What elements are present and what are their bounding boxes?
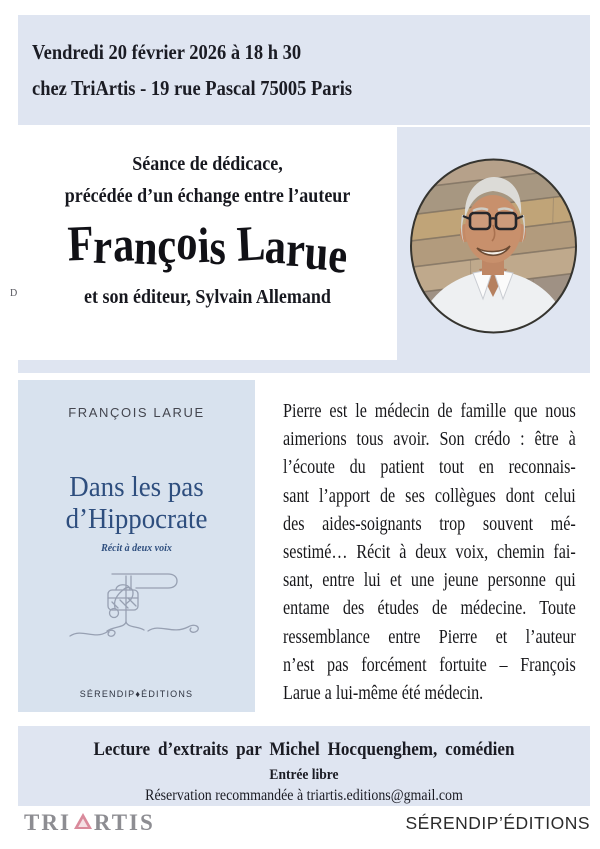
description-line: l’écoute du patient tout en reconnais-	[283, 456, 576, 479]
reservation-line: Réservation recommandée à triartis.editions@gmail.com	[145, 787, 463, 804]
book-subtitle: Récit à deux voix	[101, 543, 172, 554]
author-photo	[409, 157, 578, 335]
event-banner	[18, 15, 590, 125]
signpost-bag-illustration	[18, 560, 255, 647]
book-cover	[18, 380, 255, 712]
reading-banner	[18, 726, 590, 806]
book-description	[283, 397, 576, 707]
author-name-title: François Larue	[66, 213, 350, 285]
book-publisher: SÉRENDIP♦ÉDITIONS	[79, 689, 194, 699]
free-entry-line: Entrée libre	[269, 767, 339, 783]
divider-strip	[18, 360, 590, 373]
description-line: sant l’apport de ses collègues dont celui	[283, 484, 576, 507]
description-line: aimerions tous avoir. Son crédo : être à	[283, 428, 576, 451]
description-line: Pierre est le médecin de famille que nous	[283, 400, 576, 422]
description-line: entame des études de médecine. Toute	[283, 597, 576, 620]
description-line: n’est pas forcément fortuite – François	[283, 653, 576, 676]
book-title	[23, 472, 251, 536]
description-line: sant, entre lui et une jeune personne qui	[283, 569, 576, 592]
announcement-line-1: Séance de dédicace,	[132, 153, 283, 175]
triartis-logo-pre: TRI	[24, 810, 71, 835]
description-line: sestimé… Récit à deux voix, chemin fai-	[283, 541, 576, 564]
description-line: des aides-soignants trop souvent mé-	[283, 512, 576, 535]
serendip-logo: SÉRENDIP’ÉDITIONS	[405, 813, 590, 833]
triartis-logo-post: RTIS	[93, 810, 155, 835]
description-line: Larue a lui-même été médecin.	[283, 682, 484, 705]
announcement-line-2: précédée d’un échange entre l’auteur	[64, 185, 351, 207]
photo-panel	[397, 127, 590, 373]
book-title-line-1: Dans les pas	[69, 472, 204, 503]
reading-line: Lecture d’extraits par Michel Hocquenghem, comédien	[93, 739, 515, 760]
triartis-logo	[24, 810, 155, 836]
announcement-block	[18, 127, 397, 358]
event-date: Vendredi 20 février 2026 à 18 h 30	[32, 40, 302, 64]
stray-margin-mark: D	[10, 288, 18, 299]
description-line: ressemblance entre Pierre et l’auteur	[283, 625, 576, 648]
editor-line: et son éditeur, Sylvain Allemand	[84, 286, 331, 308]
book-cover-author: FRANÇOIS LARUE	[68, 405, 205, 420]
event-location: chez TriArtis - 19 rue Pascal 75005 Paris	[32, 76, 353, 100]
book-title-line-2: d’Hippocrate	[65, 504, 208, 535]
triartis-a-triangle-icon	[73, 812, 93, 830]
